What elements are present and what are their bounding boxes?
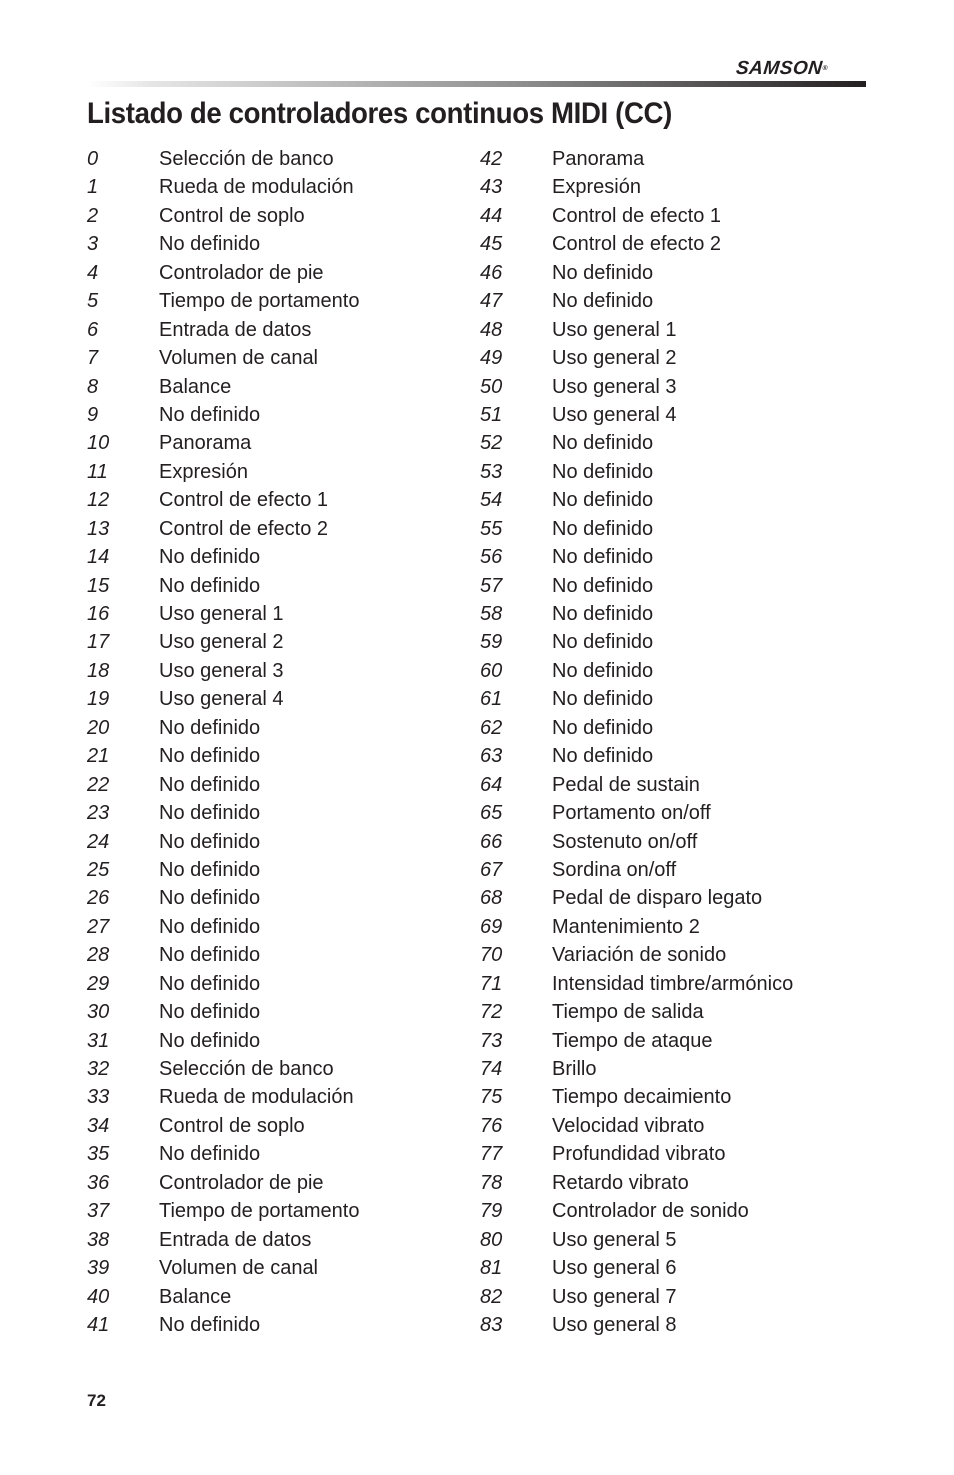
cc-controller-name: Pedal de disparo legato: [552, 887, 763, 910]
cc-row: [480, 799, 880, 827]
cc-controller-name: No definido: [552, 631, 654, 654]
cc-controller-name: Pedal de sustain: [552, 773, 700, 796]
cc-number: 43: [480, 176, 503, 199]
cc-controller-name: Rueda de modulación: [159, 1086, 354, 1109]
cc-number: 57: [480, 574, 503, 597]
cc-controller-name: Control de efecto 1: [159, 489, 328, 512]
cc-number: 73: [480, 1029, 503, 1052]
cc-row: [480, 486, 880, 514]
cc-row: [87, 458, 487, 486]
cc-number: 16: [87, 603, 110, 625]
registered-mark: ®: [822, 65, 829, 72]
cc-number: 69: [480, 915, 503, 938]
cc-row: [87, 1254, 487, 1282]
cc-controller-name: Retardo vibrato: [552, 1171, 689, 1194]
cc-controller-name: No definido: [159, 1001, 261, 1024]
cc-row: [480, 1112, 880, 1140]
cc-controller-name: Tiempo de salida: [552, 1001, 704, 1024]
cc-number: 46: [480, 261, 503, 284]
cc-controller-name: No definido: [159, 716, 261, 739]
cc-number: 44: [480, 204, 503, 227]
cc-controller-name: Expresión: [159, 460, 248, 483]
cc-number: 8: [87, 375, 99, 398]
samson-logo: [735, 58, 867, 80]
cc-number: 5: [87, 290, 99, 313]
cc-number: 64: [480, 773, 503, 796]
cc-row: [480, 515, 880, 543]
cc-row: [87, 628, 487, 656]
page-number: 72: [87, 1391, 106, 1410]
cc-row: [87, 1283, 487, 1311]
cc-number: 80: [480, 1228, 503, 1251]
cc-number: 75: [480, 1086, 503, 1109]
cc-row: [480, 373, 880, 401]
cc-row: [480, 202, 880, 230]
cc-row: [480, 714, 880, 742]
cc-controller-name: Uso general 1: [552, 318, 677, 341]
cc-row: [87, 1226, 487, 1254]
cc-row: [480, 145, 880, 173]
cc-row: [87, 1140, 487, 1168]
cc-controller-name: No definido: [552, 603, 654, 625]
cc-number: 82: [480, 1285, 503, 1308]
cc-controller-name: Control de efecto 2: [552, 233, 721, 256]
cc-row: [480, 287, 880, 315]
cc-controller-name: No definido: [159, 944, 261, 967]
cc-list-column-left: [87, 145, 487, 1339]
cc-number: 50: [480, 375, 503, 398]
cc-controller-name: Uso general 3: [159, 659, 284, 682]
cc-number: 65: [480, 802, 503, 825]
cc-number: 2: [87, 204, 99, 227]
cc-row: [480, 316, 880, 344]
cc-controller-name: No definido: [552, 688, 654, 711]
cc-number: 27: [87, 915, 110, 938]
cc-row: [87, 685, 487, 713]
cc-controller-name: Tiempo decaimiento: [552, 1086, 732, 1109]
cc-controller-name: No definido: [159, 745, 261, 768]
cc-number: 22: [87, 773, 110, 796]
cc-controller-name: Sordina on/off: [552, 858, 677, 881]
cc-controller-name: Rueda de modulación: [159, 176, 354, 199]
cc-number: 35: [87, 1143, 110, 1166]
cc-row: [480, 600, 880, 628]
cc-number: 15: [87, 574, 110, 597]
cc-number: 29: [87, 972, 110, 995]
cc-controller-name: Control de efecto 2: [159, 517, 328, 540]
cc-number: 71: [480, 972, 503, 995]
cc-number: 21: [87, 745, 110, 768]
cc-number: 24: [87, 830, 110, 853]
cc-row: [480, 572, 880, 600]
cc-row: [87, 429, 487, 457]
cc-row: [480, 941, 880, 969]
cc-row: [480, 657, 880, 685]
cc-row: [480, 1027, 880, 1055]
cc-row: [87, 856, 487, 884]
cc-controller-name: Uso general 8: [552, 1313, 677, 1336]
cc-row: [480, 1055, 880, 1083]
cc-row: [480, 742, 880, 770]
cc-number: 52: [480, 432, 503, 455]
cc-controller-name: No definido: [159, 915, 261, 938]
cc-row: [87, 657, 487, 685]
cc-row: [480, 230, 880, 258]
cc-row: [87, 970, 487, 998]
cc-number: 10: [87, 432, 110, 455]
cc-row: [480, 828, 880, 856]
cc-controller-name: Uso general 1: [159, 603, 284, 625]
cc-number: 3: [87, 233, 99, 256]
cc-number: 30: [87, 1001, 110, 1024]
cc-row: [87, 913, 487, 941]
cc-controller-name: No definido: [159, 1029, 261, 1052]
cc-number: 9: [87, 403, 99, 426]
cc-number: 34: [87, 1114, 110, 1137]
cc-number: 78: [480, 1171, 503, 1194]
cc-number: 63: [480, 745, 503, 768]
cc-number: 83: [480, 1313, 503, 1336]
cc-row: [87, 259, 487, 287]
cc-number: 36: [87, 1171, 110, 1194]
cc-controller-name: No definido: [159, 403, 261, 426]
cc-row: [87, 600, 487, 628]
cc-controller-name: Tiempo de portamento: [159, 1200, 360, 1223]
cc-row: [480, 1283, 880, 1311]
cc-number: 67: [480, 858, 503, 881]
cc-controller-name: Variación de sonido: [552, 944, 727, 967]
cc-row: [87, 799, 487, 827]
cc-controller-name: Velocidad vibrato: [552, 1114, 705, 1137]
cc-controller-name: No definido: [552, 432, 654, 455]
cc-number: 12: [87, 489, 110, 512]
cc-controller-name: No definido: [159, 887, 261, 910]
cc-controller-name: Uso general 3: [552, 375, 677, 398]
cc-controller-name: No definido: [552, 290, 654, 313]
cc-number: 53: [480, 460, 503, 483]
cc-controller-name: Brillo: [552, 1058, 597, 1080]
cc-row: [480, 259, 880, 287]
cc-number: 19: [87, 688, 110, 711]
cc-number: 18: [87, 659, 110, 682]
cc-controller-name: No definido: [159, 972, 261, 995]
cc-row: [480, 1169, 880, 1197]
cc-list-column-right: [480, 145, 880, 1339]
cc-row: [87, 572, 487, 600]
cc-controller-name: No definido: [552, 517, 654, 540]
cc-row: [87, 884, 487, 912]
cc-row: [87, 1027, 487, 1055]
cc-controller-name: Selección de banco: [159, 1058, 334, 1080]
cc-controller-name: Uso general 2: [552, 347, 677, 370]
page-title: Listado de controladores continuos MIDI (CC): [87, 97, 672, 130]
cc-row: [87, 828, 487, 856]
cc-row: [480, 856, 880, 884]
cc-row: [480, 970, 880, 998]
cc-number: 59: [480, 631, 503, 654]
cc-number: 47: [480, 290, 503, 313]
cc-controller-name: Mantenimiento 2: [552, 915, 700, 938]
cc-controller-name: No definido: [159, 773, 261, 796]
cc-controller-name: No definido: [159, 802, 261, 825]
cc-number: 1: [87, 176, 99, 199]
cc-row: [480, 1226, 880, 1254]
cc-number: 72: [480, 1001, 503, 1024]
cc-controller-name: Uso general 6: [552, 1257, 677, 1280]
cc-row: [480, 913, 880, 941]
cc-controller-name: Panorama: [552, 148, 645, 170]
cc-row: [87, 287, 487, 315]
cc-number: 38: [87, 1228, 110, 1251]
cc-row: [87, 1083, 487, 1111]
cc-row: [87, 771, 487, 799]
cc-controller-name: Entrada de datos: [159, 318, 312, 341]
cc-row: [480, 1140, 880, 1168]
cc-controller-name: No definido: [552, 659, 654, 682]
cc-row: [480, 771, 880, 799]
cc-number: 76: [480, 1114, 503, 1137]
cc-number: 81: [480, 1257, 503, 1280]
cc-number: 26: [87, 887, 110, 910]
cc-number: 61: [480, 688, 503, 711]
cc-row: [480, 884, 880, 912]
cc-row: [87, 515, 487, 543]
cc-row: [87, 401, 487, 429]
cc-number: 0: [87, 148, 99, 170]
cc-number: 55: [480, 517, 503, 540]
cc-controller-name: Volumen de canal: [159, 347, 319, 370]
header-rule: [88, 81, 866, 87]
cc-number: 56: [480, 546, 503, 569]
cc-row: [87, 344, 487, 372]
cc-number: 77: [480, 1143, 503, 1166]
cc-controller-name: Intensidad timbre/armónico: [552, 972, 794, 995]
cc-number: 62: [480, 716, 503, 739]
cc-number: 33: [87, 1086, 110, 1109]
cc-number: 17: [87, 631, 110, 654]
cc-number: 6: [87, 318, 99, 341]
cc-controller-name: Sostenuto on/off: [552, 830, 698, 853]
cc-controller-name: Controlador de pie: [159, 1171, 324, 1194]
cc-number: 42: [480, 148, 503, 170]
cc-row: [480, 1083, 880, 1111]
cc-number: 40: [87, 1285, 110, 1308]
cc-row: [87, 316, 487, 344]
cc-controller-name: Tiempo de ataque: [552, 1029, 713, 1052]
cc-row: [87, 202, 487, 230]
cc-number: 31: [87, 1029, 110, 1052]
cc-row: [480, 401, 880, 429]
cc-row: [480, 543, 880, 571]
cc-number: 39: [87, 1257, 110, 1280]
cc-row: [87, 1169, 487, 1197]
cc-row: [87, 486, 487, 514]
cc-number: 49: [480, 347, 503, 370]
cc-row: [480, 1254, 880, 1282]
cc-number: 41: [87, 1313, 110, 1336]
cc-controller-name: Volumen de canal: [159, 1257, 319, 1280]
cc-number: 68: [480, 887, 503, 910]
cc-row: [87, 742, 487, 770]
cc-controller-name: No definido: [552, 745, 654, 768]
cc-row: [480, 998, 880, 1026]
cc-row: [480, 685, 880, 713]
cc-row: [87, 230, 487, 258]
cc-number: 51: [480, 403, 503, 426]
cc-row: [87, 1055, 487, 1083]
cc-controller-name: Balance: [159, 375, 232, 398]
cc-number: 11: [87, 460, 108, 483]
cc-controller-name: No definido: [552, 546, 654, 569]
cc-controller-name: No definido: [159, 1313, 261, 1336]
cc-row: [480, 429, 880, 457]
cc-row: [480, 628, 880, 656]
brand-text: SAMSON: [734, 58, 824, 79]
cc-number: 48: [480, 318, 503, 341]
cc-number: 60: [480, 659, 503, 682]
cc-controller-name: Uso general 5: [552, 1228, 677, 1251]
cc-controller-name: No definido: [159, 1143, 261, 1166]
cc-number: 7: [87, 347, 99, 370]
cc-row: [87, 1112, 487, 1140]
cc-controller-name: Controlador de pie: [159, 261, 324, 284]
cc-controller-name: Uso general 2: [159, 631, 284, 654]
cc-controller-name: No definido: [552, 489, 654, 512]
cc-controller-name: Control de soplo: [159, 1114, 305, 1137]
cc-row: [480, 344, 880, 372]
cc-controller-name: Control de soplo: [159, 204, 305, 227]
cc-number: 74: [480, 1058, 503, 1080]
cc-controller-name: No definido: [159, 858, 261, 881]
cc-number: 58: [480, 603, 503, 625]
cc-controller-name: Balance: [159, 1285, 232, 1308]
cc-controller-name: Expresión: [552, 176, 641, 199]
cc-row: [480, 1311, 880, 1339]
cc-number: 79: [480, 1200, 503, 1223]
cc-row: [480, 458, 880, 486]
cc-controller-name: Uso general 4: [552, 403, 677, 426]
cc-row: [87, 1197, 487, 1225]
cc-number: 37: [87, 1200, 110, 1223]
cc-controller-name: Selección de banco: [159, 148, 334, 170]
cc-controller-name: No definido: [159, 233, 261, 256]
cc-controller-name: No definido: [159, 830, 261, 853]
cc-number: 4: [87, 261, 99, 284]
cc-row: [87, 145, 487, 173]
cc-row: [87, 998, 487, 1026]
cc-row: [87, 373, 487, 401]
cc-controller-name: No definido: [552, 261, 654, 284]
cc-number: 70: [480, 944, 503, 967]
cc-row: [87, 543, 487, 571]
cc-controller-name: Portamento on/off: [552, 802, 711, 825]
cc-controller-name: Entrada de datos: [159, 1228, 312, 1251]
cc-controller-name: Control de efecto 1: [552, 204, 721, 227]
cc-number: 23: [87, 802, 110, 825]
cc-number: 14: [87, 546, 110, 569]
cc-controller-name: Tiempo de portamento: [159, 290, 360, 313]
cc-controller-name: Profundidad vibrato: [552, 1143, 726, 1166]
cc-controller-name: No definido: [552, 460, 654, 483]
cc-row: [480, 1197, 880, 1225]
cc-controller-name: Uso general 4: [159, 688, 284, 711]
cc-controller-name: Uso general 7: [552, 1285, 677, 1308]
cc-row: [87, 173, 487, 201]
cc-number: 45: [480, 233, 503, 256]
cc-row: [87, 714, 487, 742]
cc-number: 20: [87, 716, 110, 739]
cc-number: 28: [87, 944, 110, 967]
cc-controller-name: No definido: [552, 716, 654, 739]
cc-controller-name: Controlador de sonido: [552, 1200, 749, 1223]
cc-number: 66: [480, 830, 503, 853]
cc-controller-name: No definido: [552, 574, 654, 597]
cc-row: [87, 1311, 487, 1339]
cc-controller-name: No definido: [159, 546, 261, 569]
cc-controller-name: Panorama: [159, 432, 252, 455]
cc-number: 13: [87, 517, 110, 540]
cc-row: [480, 173, 880, 201]
cc-number: 54: [480, 489, 503, 512]
cc-number: 32: [87, 1058, 110, 1080]
cc-controller-name: No definido: [159, 574, 261, 597]
cc-row: [87, 941, 487, 969]
cc-number: 25: [87, 858, 110, 881]
